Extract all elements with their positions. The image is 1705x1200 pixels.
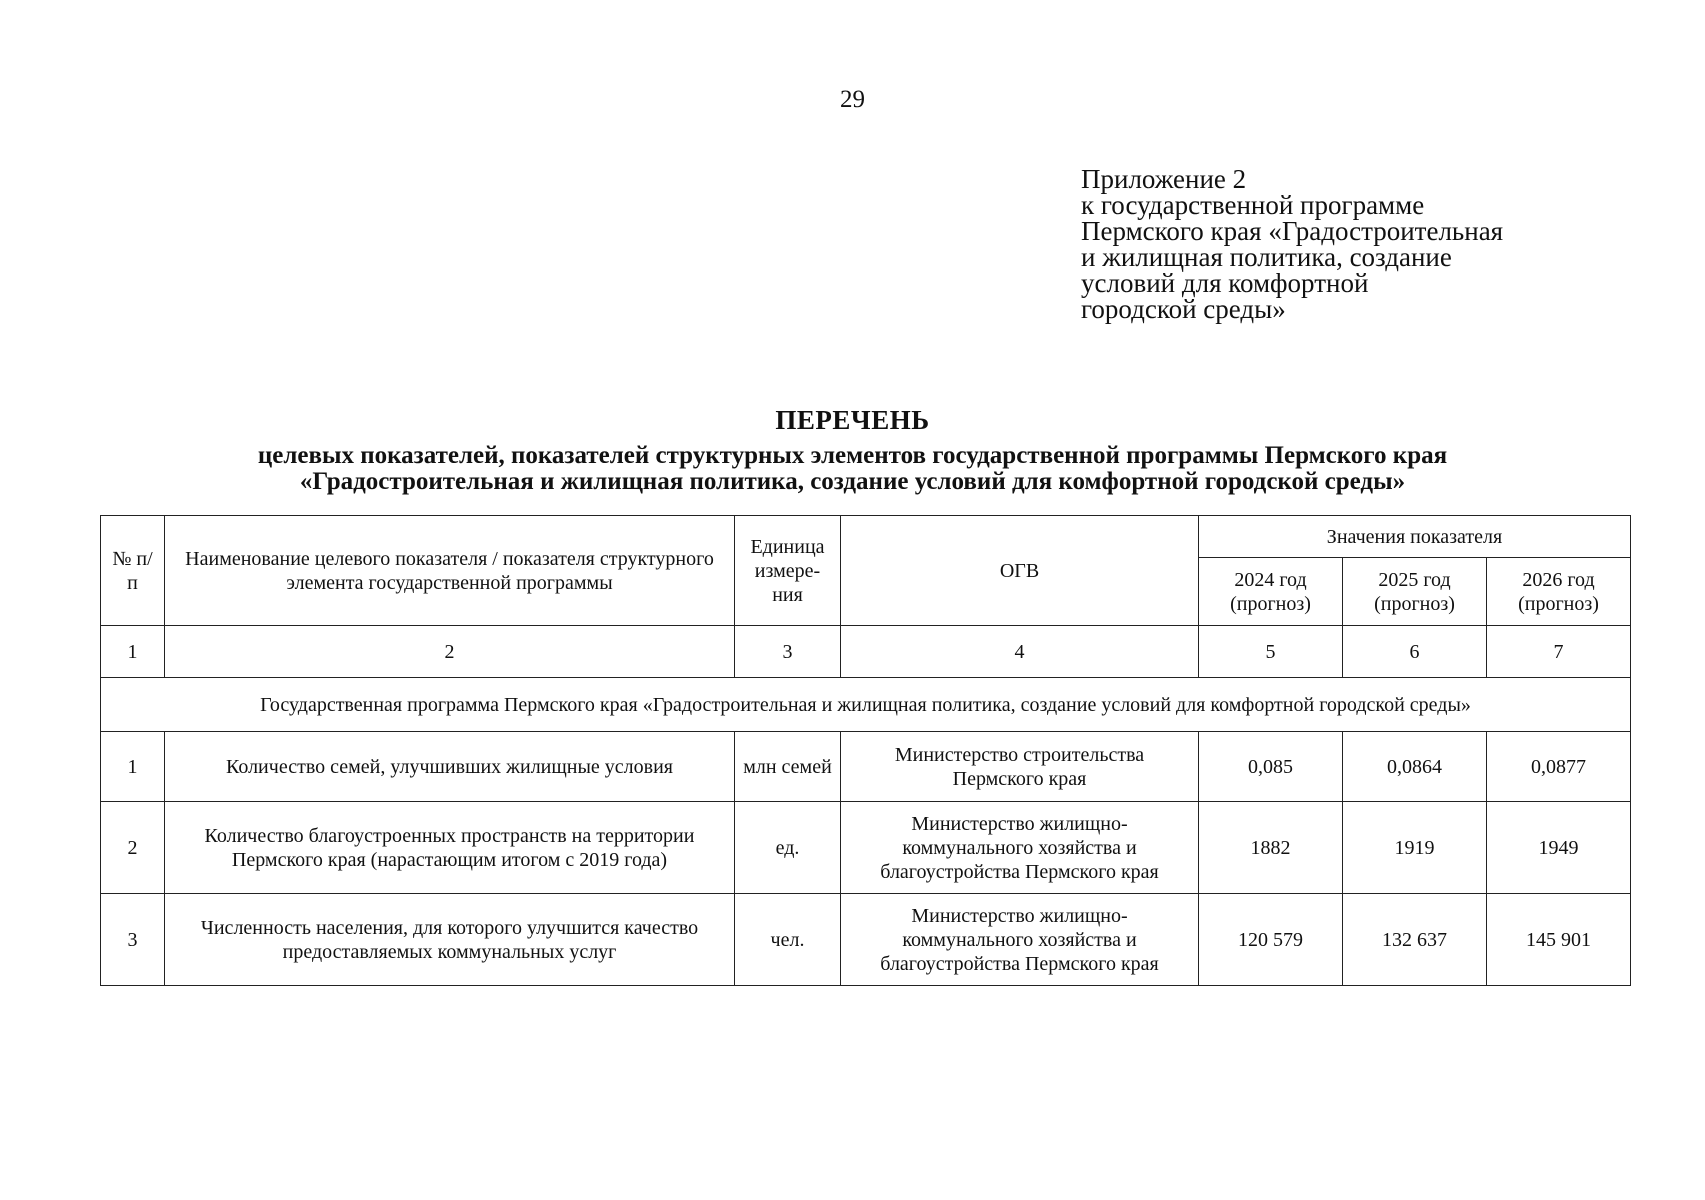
section-row (101, 678, 1631, 732)
table-row (101, 732, 1631, 802)
row-value-2025: 0,0864 (1343, 732, 1487, 802)
row-value-2026: 1949 (1487, 802, 1631, 894)
appendix-line: Пермского края «Градостроительная (1081, 216, 1504, 246)
header-ogv: ОГВ (841, 516, 1199, 626)
appendix-line: условий для комфортной (1081, 268, 1369, 298)
row-unit: чел. (735, 894, 841, 986)
row-value-2026: 145 901 (1487, 894, 1631, 986)
row-value-2025: 1919 (1343, 802, 1487, 894)
column-numbers-row (101, 626, 1631, 678)
column-number: 5 (1199, 626, 1343, 678)
row-ogv: Министерство жилищно-коммунального хозяйства и благоустройства Пермского края (841, 802, 1199, 894)
row-unit: млн семей (735, 732, 841, 802)
row-name: Численность населения, для которого улучшится качество предоставляемых коммунальных услуг (165, 894, 735, 986)
row-num: 2 (101, 802, 165, 894)
header-2024: 2024 год (прогноз) (1199, 558, 1343, 626)
table-row (101, 802, 1631, 894)
appendix-note (1081, 166, 1503, 322)
column-number: 7 (1487, 626, 1631, 678)
subtitle-line-1: целевых показателей, показателей структурных элементов государственной программы Пермского края (257, 442, 1448, 469)
header-num: № п/п (101, 516, 165, 626)
column-number: 2 (165, 626, 735, 678)
header-row (101, 516, 1631, 558)
table-row (101, 894, 1631, 986)
row-name: Количество семей, улучшивших жилищные условия (165, 732, 735, 802)
row-value-2026: 0,0877 (1487, 732, 1631, 802)
header-2026: 2026 год (прогноз) (1487, 558, 1631, 626)
column-number: 6 (1343, 626, 1487, 678)
document-subtitle (60, 443, 1645, 495)
row-value-2024: 0,085 (1199, 732, 1343, 802)
row-ogv: Министерство жилищно-коммунального хозяйства и благоустройства Пермского края (841, 894, 1199, 986)
appendix-line: и жилищная политика, создание (1081, 242, 1452, 272)
row-value-2025: 132 637 (1343, 894, 1487, 986)
indicators-table (100, 515, 1631, 986)
page-number: 29 (840, 86, 865, 113)
document-title: ПЕРЕЧЕНЬ (775, 405, 930, 435)
header-unit: Единица измере-ния (735, 516, 841, 626)
appendix-line: городской среды» (1081, 294, 1286, 324)
header-values-group: Значения показателя (1199, 516, 1631, 558)
appendix-line: Приложение 2 (1081, 164, 1247, 194)
row-unit: ед. (735, 802, 841, 894)
section-title: Государственная программа Пермского края «Градостроительная и жилищная политика, создание условий для комфортной городской среды» (101, 678, 1631, 732)
column-number: 1 (101, 626, 165, 678)
header-name: Наименование целевого показателя / показателя структурного элемента государственной программы (165, 516, 735, 626)
row-value-2024: 120 579 (1199, 894, 1343, 986)
row-num: 1 (101, 732, 165, 802)
row-num: 3 (101, 894, 165, 986)
column-number: 3 (735, 626, 841, 678)
appendix-line: к государственной программе (1081, 190, 1425, 220)
subtitle-line-2: «Градостроительная и жилищная политика, создание условий для комфортной городской среды» (299, 468, 1406, 495)
row-name: Количество благоустроенных пространств на территории Пермского края (нарастающим итогом с 2019 года) (165, 802, 735, 894)
header-2025: 2025 год (прогноз) (1343, 558, 1487, 626)
column-number: 4 (841, 626, 1199, 678)
row-value-2024: 1882 (1199, 802, 1343, 894)
row-ogv: Министерство строительства Пермского края (841, 732, 1199, 802)
